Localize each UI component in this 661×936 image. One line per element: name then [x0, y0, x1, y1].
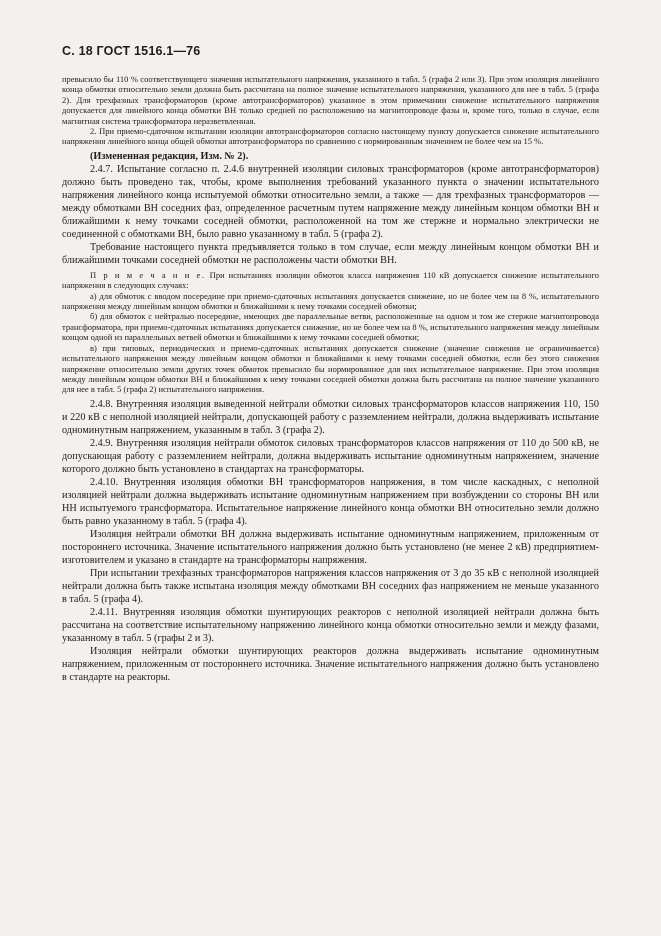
clause-2-4-10-three-phase: При испытании трехфазных трансформаторов напряжения классов напряжения от 3 до 35 кВ с неполной изоляцией нейтрали должна быть также испытана изоляция между обмотками ВН соседних фаз напряжением не меньше указанного в табл. 5 (графа 4). — [62, 567, 599, 605]
paragraph-continuation: превысило бы 110 % соответствующего значения испытательного напряжения, указанного в табл. 5 (графа 2 или 3). При этом изоляция линейного конца обмотки относительно земли должна быть рассчитана на полное значение испытательного напряжения, указанного для нее в табл. 5 (графа 2). Для трехфазных трансформаторов (кроме автотрансформаторов) указанное в этом примечании снижение испытательного напряжения допускается для линейного конца обмотки ВН только средней по расположению на магнитопроводе фазы и, кроме того, только в случае, если магнитная система трансформатора неразветвленная. — [62, 74, 599, 126]
note-item-2: 2. При приемо-сдаточном испытании изоляции автотрансформаторов согласно настоящему пункту допускается снижение испытательного напряжения линейного конца общей обмотки автотрансформатора по сравнению с нормированным значением не более чем на 15 %. — [62, 126, 599, 147]
clause-2-4-11-neutral: Изоляция нейтрали обмотки шунтирующих реакторов должна выдерживать испытание одноминутным напряжением, приложенным от постороннего источника. Значение испытательного напряжения должно быть установлено в стандарте на реакторы. — [62, 645, 599, 683]
clause-2-4-9: 2.4.9. Внутренняя изоляция нейтрали обмоток силовых трансформаторов классов напряжения от 110 до 500 кВ, не допускающая работу с разземлением нейтрали, должна выдерживать испытание одноминутным напряжением, значение которого должно быть установлено в стандартах на трансформаторы. — [62, 437, 599, 475]
clause-2-4-10: 2.4.10. Внутренняя изоляция обмотки ВН трансформаторов напряжения, в том числе каскадных, с неполной изоляцией нейтрали должна выдерживать испытание одноминутным напряжением при возбуждении со стороны ВН или НН испытуемого трансформатора. Испытательное напряжение линейного конца обмотки ВН относительно земли должно быть равно указанному в табл. 5 (графа 4). — [62, 476, 599, 527]
note-case-c: в) при типовых, периодических и приемо-сдаточных испытаниях допускается снижение (значение снижения не ограничивается) испытательного напряжения между линейным концом обмотки и ближайшими к нему точками соседней обмотки, если без этого снижения напряжение относительно земли других точек обмоток превысило бы нормированное для них испытательное напряжение. При этом изоляция между линейным концом обмотки ВН и ближайшими к нему точками соседней обмотки должна быть рассчитана на полное значение указанного для нее в табл. 5 (графа 2) испытательного напряжения. — [62, 342, 599, 395]
page-header: С. 18 ГОСТ 1516.1—76 — [62, 44, 201, 58]
clause-2-4-10-neutral: Изоляция нейтрали обмотки ВН должна выдерживать испытание одноминутным напряжением, приложенным от постороннего источника. Значение испытательного напряжения должно быть установлено (не менее 2 кВ) предприятием-изготовителем и указано в стандарте на трансформаторы напряжения. — [62, 528, 599, 566]
note-case-b: б) для обмоток с нейтралью посередине, имеющих две параллельные ветви, расположенные на одном и том же стержне магнитопровода трансформатора, при приемо-сдаточных испытаниях допускается снижение, но не более чем на 8 %, испытательного напряжения между линейным концом одной из параллельных ветвей обмотки и ближайшими к нему точками соседней обмотки; — [62, 311, 599, 343]
clause-2-4-8: 2.4.8. Внутренняя изоляция выведенной нейтрали обмотки силовых трансформаторов классов напряжения 110, 150 и 220 кВ с неполной изоляцией нейтрали, допускающей работу с разземлением нейтрали, должна выдерживать испытание одноминутным напряжением, указанным в табл. 3 (графа 2). — [62, 398, 599, 436]
note-text: При испытаниях изоляции обмоток класса напряжения 110 кВ допускается снижение испытательного напряжения в следующих случаях: — [62, 269, 599, 291]
clause-2-4-7: 2.4.7. Испытание согласно п. 2.4.6 внутренней изоляции силовых трансформаторов (кроме автотрансформаторов) должно быть проведено так, чтобы, кроме выполнения требований указанного пункта о значении испытательного напряжения линейного конца испытуемой обмотки относительно земли, а также — для трехфазных трансформаторов — между обмотками ВН соседних фаз, определенное расчетным путем напряжение между линейным концом обмотки ВН и ближайшими к нему точками соседней обмотки, расположенной на том же стержне и нормально электрически не соединенной с обмотками ВН, было равно указанному в табл. 5 (графа 2). — [62, 163, 599, 240]
note-case-a: а) для обмоток с вводом посередине при приемо-сдаточных испытаниях допускается снижение, но не более чем на 8 %, испытательного напряжения между линейным концом обмотки и ближайшими к нему точками соседней обмотки; — [62, 290, 599, 312]
clause-2-4-7-requirement: Требование настоящего пункта предъявляется только в том случае, если между линейным концом обмотки ВН и ближайшими точками соседней обмотки не расположены части обмотки ВН. — [62, 241, 599, 266]
note-label: П р и м е ч а н и е. — [90, 269, 206, 280]
document-body — [62, 74, 599, 684]
amendment-note: (Измененная редакция, Изм. № 2). — [90, 150, 249, 162]
note-intro — [62, 270, 599, 291]
clause-2-4-11: 2.4.11. Внутренняя изоляция обмотки шунтирующих реакторов с неполной изоляцией нейтрали должна быть рассчитана на соответствие испытательному напряжению линейного конца обмотки относительно земли и между фазами, указанному в табл. 5 (графы 2 и 3). — [62, 606, 599, 644]
